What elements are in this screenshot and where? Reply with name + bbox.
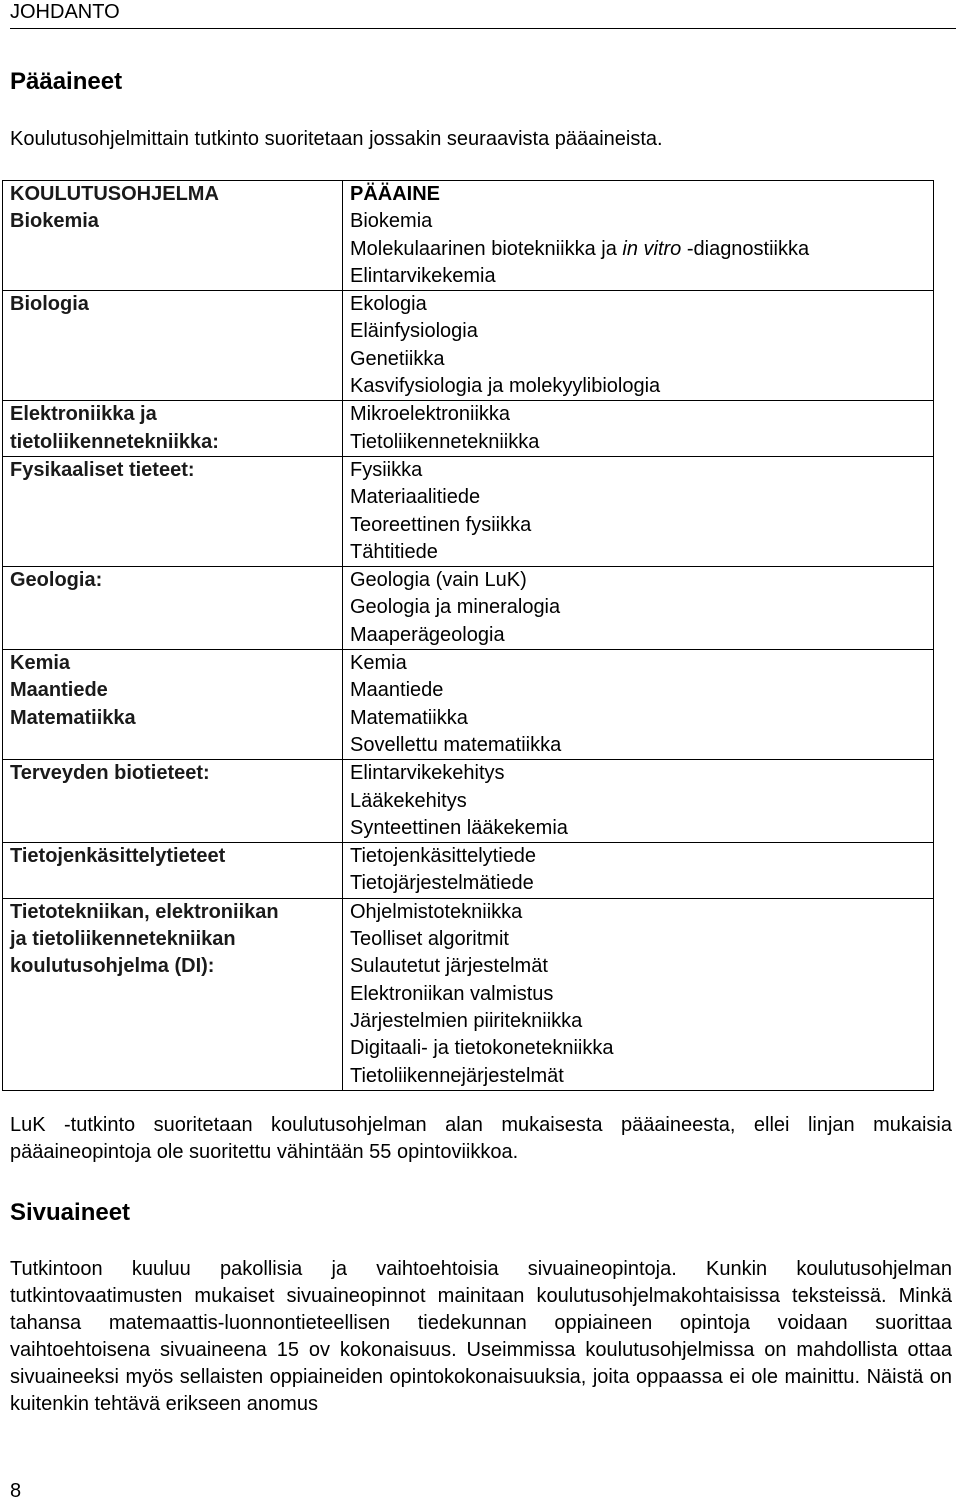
major-name: Mikroelektroniikka	[350, 403, 511, 426]
major-name: Biokemia	[350, 210, 433, 233]
program-name: Fysikaaliset tieteet:	[10, 458, 195, 481]
table-row	[3, 456, 934, 566]
major-name: Digitaali- ja tietokonetekniikka	[350, 1037, 614, 1060]
program-cell	[3, 181, 343, 291]
program-name: ja tietoliikennetekniikan	[10, 928, 236, 951]
major-name: Tietojärjestelmätiede	[350, 872, 534, 895]
program-cell	[3, 760, 343, 843]
major-name: Kemia	[350, 652, 407, 675]
major-name: Elektroniikan valmistus	[350, 982, 554, 1005]
table-row	[3, 567, 934, 650]
program-name: Matematiikka	[10, 706, 136, 729]
major-name: Järjestelmien piiritekniikka	[350, 1009, 583, 1032]
major-name: Sovellettu matematiikka	[350, 733, 562, 756]
majors-cell	[343, 898, 934, 1090]
majors-cell	[343, 843, 934, 899]
table-row	[3, 843, 934, 899]
table-row	[3, 181, 934, 291]
major-name: Ekologia	[350, 293, 427, 316]
majors-cell	[343, 760, 934, 843]
intro-text: Koulutusohjelmittain tutkinto suoritetaan jossakin seuraavista pääaineista.	[10, 128, 663, 150]
major-name: Eläinfysiologia	[350, 320, 478, 343]
major-name: Geologia ja mineralogia	[350, 596, 561, 619]
major-name: Lääkekehitys	[350, 789, 467, 812]
major-name: Sulautetut järjestelmät	[350, 955, 548, 978]
program-cell	[3, 456, 343, 566]
table-row	[3, 760, 934, 843]
majors-cell	[343, 567, 934, 650]
program-name: Biologia	[10, 293, 89, 316]
major-name: Tietoliikennejärjestelmät	[350, 1064, 564, 1087]
majors-cell	[343, 401, 934, 457]
program-cell	[3, 567, 343, 650]
program-name: Biokemia	[10, 210, 99, 233]
program-cell	[3, 898, 343, 1090]
majors-cell	[343, 181, 934, 291]
table-row	[3, 291, 934, 401]
program-cell	[3, 650, 343, 760]
major-name: Matematiikka	[350, 706, 468, 729]
luk-note: LuK -tutkinto suoritetaan koulutusohjelman alan mukaisesta pääaineesta, ellei linjan mukaisia pääaineopintoja ole suoritettu vähintään 55 opintoviikkoa.	[10, 1114, 952, 1163]
program-name: Terveyden biotieteet:	[10, 762, 210, 785]
major-name: Tietojenkäsittelytiede	[350, 845, 537, 868]
table-row	[3, 401, 934, 457]
majors-cell	[343, 291, 934, 401]
major-name: Materiaalitiede	[350, 486, 481, 509]
major-name: Teoreettinen fysiikka	[350, 513, 532, 536]
major-name: Tähtitiede	[350, 540, 438, 563]
major-name: Fysiikka	[350, 458, 423, 481]
major-name: Molekulaarinen biotekniikka ja in vitro -diagnostiikka	[350, 237, 810, 260]
column-header-major: PÄÄAINE	[350, 183, 441, 205]
section-heading-main-subjects: Pääaineet	[10, 68, 123, 95]
program-cell	[3, 401, 343, 457]
majors-cell	[343, 650, 934, 760]
program-name: Tietotekniikan, elektroniikan	[10, 900, 279, 923]
major-name: Maantiede	[350, 679, 444, 702]
major-name: Genetiikka	[350, 347, 445, 370]
major-name: Ohjelmistotekniikka	[350, 900, 523, 923]
major-name: Tietoliikennetekniikka	[350, 430, 540, 453]
column-header-program: KOULUTUSOHJELMA	[10, 183, 219, 205]
section-heading-minor-subjects: Sivuaineet	[10, 1199, 131, 1226]
majors-cell	[343, 456, 934, 566]
program-name: tietoliikennetekniikka:	[10, 430, 219, 453]
program-name: Tietojenkäsittelytieteet	[10, 845, 226, 868]
major-name: Elintarvikekehitys	[350, 762, 505, 785]
major-name: Kasvifysiologia ja molekyylibiologia	[350, 375, 661, 398]
minor-subjects-text: Tutkintoon kuuluu pakollisia ja vaihtoehtoisia sivuaineopintoja. Kunkin koulutusohjelman tutkintovaatimusten mukaiset sivuaineopinnot mainitaan koulutusohjelmakohtaisissa teksteissä. Minkä tahansa matemaattis-luonnontieteellisen tiedekunnan oppiaineen opintoja voidaan suorittaa vaihtoehtoisena sivuaineena 15 ov kokonaisuus. Useimmissa koulutusohjelmissa on mahdollista ottaa sivuaineeksi myös sellaisten oppiaineiden opintokokonaisuuksia, joita oppaassa ei ole mainittu. Näistä on kuitenkin tehtävä erikseen anomus	[10, 1258, 952, 1415]
table-row	[3, 898, 934, 1090]
program-name: Geologia:	[10, 569, 103, 592]
table-row	[3, 650, 934, 760]
major-name: Elintarvikekemia	[350, 264, 496, 287]
major-name: Teolliset algoritmit	[350, 928, 509, 951]
program-name: Maantiede	[10, 679, 108, 702]
major-name: Synteettinen lääkekemia	[350, 816, 568, 839]
page-number: 8	[10, 1480, 22, 1502]
major-name: Maaperägeologia	[350, 623, 505, 646]
program-name: Elektroniikka ja	[10, 403, 157, 426]
program-name: Kemia	[10, 652, 71, 675]
subjects-table	[2, 180, 934, 1091]
major-name: Geologia (vain LuK)	[350, 569, 527, 592]
program-cell	[3, 843, 343, 899]
running-header: JOHDANTO	[10, 0, 956, 29]
program-name: koulutusohjelma (DI):	[10, 955, 215, 978]
program-cell	[3, 291, 343, 401]
